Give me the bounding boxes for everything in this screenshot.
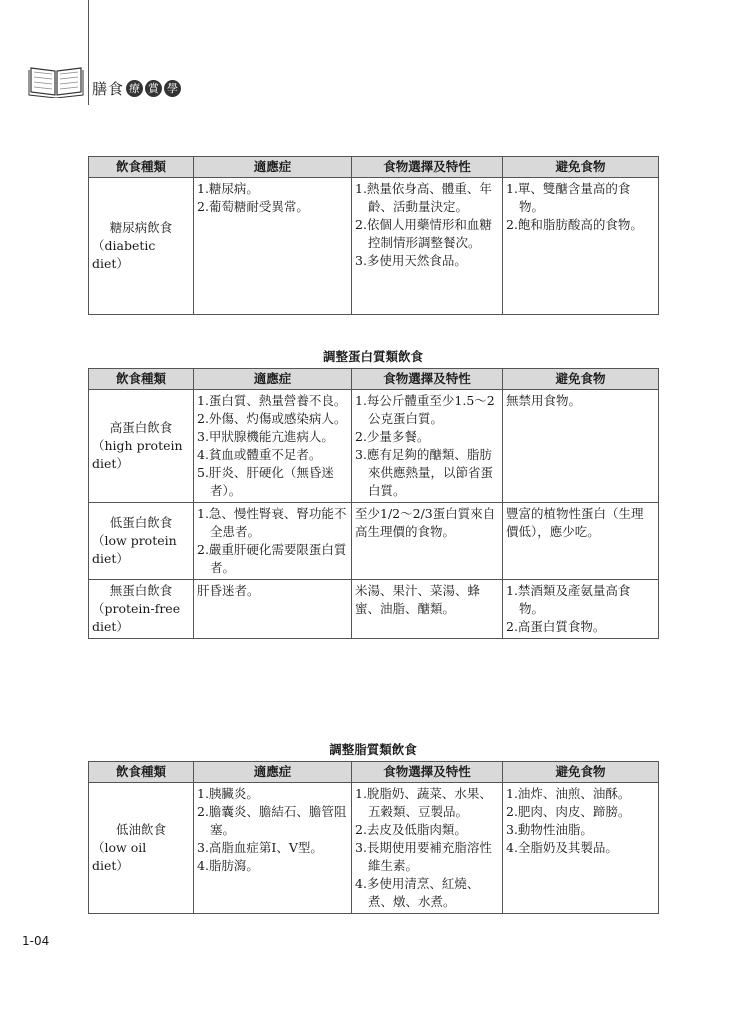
indications-cell (194, 390, 352, 503)
diet-type-english: （low protein (92, 533, 177, 548)
list-item: 2.飽和脂肪酸高的食物。 (506, 217, 643, 232)
diet-type-cell (89, 503, 194, 580)
list-item: 3.動物性油脂。 (506, 822, 593, 837)
list-item: 2.葡萄糖耐受異常。 (197, 199, 309, 214)
diet-type-cell (89, 580, 194, 639)
diet-type-name: 高蛋白飲食 (109, 420, 173, 435)
food-choice-cell (352, 503, 503, 580)
column-header: 食物選擇及特性 (352, 157, 503, 178)
column-header: 飲食種類 (89, 762, 194, 783)
avoid-food-cell (503, 178, 659, 315)
protein-diet-table (88, 368, 659, 639)
open-book-icon (28, 62, 84, 98)
column-header: 適應症 (194, 369, 352, 390)
diet-type-name: 低蛋白飲食 (109, 515, 173, 530)
avoid-food-cell (503, 503, 659, 580)
table-header-row (89, 762, 659, 783)
table-row (89, 783, 659, 914)
header-badge: 賞 (145, 80, 162, 97)
diet-type-name: 無蛋白飲食 (109, 583, 173, 598)
protein-diet-section (88, 347, 658, 639)
avoid-food-cell (503, 390, 659, 503)
food-choice-cell (352, 783, 503, 914)
column-header: 飲食種類 (89, 369, 194, 390)
column-header: 避免食物 (503, 369, 659, 390)
list-item: 2.外傷、灼傷或感染病人。 (197, 411, 347, 426)
indications-cell (194, 783, 352, 914)
list-item: 2.少量多餐。 (355, 429, 430, 444)
diet-type-cell (89, 178, 194, 315)
diet-type-english: diet） (92, 256, 129, 271)
list-item: 4.貧血或體重不足者。 (197, 447, 322, 462)
diabetic-diet-table (88, 156, 659, 315)
list-item: 1.單、雙醣含量高的食物。 (506, 181, 631, 214)
fat-diet-section (88, 740, 658, 914)
column-header: 適應症 (194, 157, 352, 178)
list-item: 1.急、慢性腎衰、腎功能不全患者。 (197, 506, 347, 539)
list-item: 1.蛋白質、熱量營養不良。 (197, 393, 347, 408)
diabetic-diet-section (88, 156, 658, 315)
table-row (89, 503, 659, 580)
list-item: 1.每公斤體重至少1.5～2公克蛋白質。 (355, 393, 495, 426)
fat-diet-table (88, 761, 659, 914)
diet-type-english: diet） (92, 456, 129, 471)
list-item: 1.糖尿病。 (197, 181, 259, 196)
column-header: 避免食物 (503, 762, 659, 783)
diet-type-english: diet） (92, 858, 129, 873)
list-item: 3.多使用天然食品。 (355, 253, 467, 268)
list-item: 4.脂肪瀉。 (197, 858, 259, 873)
header-badge: 學 (164, 80, 181, 97)
indications-cell (194, 178, 352, 315)
page-number: 1-04 (22, 934, 50, 948)
diet-type-name: 糖尿病飲食 (109, 220, 173, 235)
list-item: 3.高脂血症第I、V型。 (197, 840, 323, 855)
indications-cell (194, 580, 352, 639)
food-choice-cell (352, 178, 503, 315)
list-item: 無禁用食物。 (506, 393, 582, 408)
list-item: 2.高蛋白質食物。 (506, 619, 606, 634)
indications-cell (194, 503, 352, 580)
column-header: 食物選擇及特性 (352, 369, 503, 390)
list-item: 米湯、果汁、菜湯、蜂蜜、油脂、醣類。 (355, 583, 481, 616)
food-choice-cell (352, 390, 503, 503)
list-item: 1.胰臟炎。 (197, 786, 259, 801)
list-item: 豐富的植物性蛋白（生理價低），應少吃。 (506, 506, 644, 539)
diet-type-cell (89, 783, 194, 914)
diet-type-english: diet） (92, 551, 129, 566)
list-item: 1.油炸、油煎、油酥。 (506, 786, 631, 801)
running-header (92, 78, 181, 99)
diet-type-name: 低油飲食 (115, 822, 166, 837)
column-header: 避免食物 (503, 157, 659, 178)
header-title: 膳食 (92, 80, 125, 98)
list-item: 2.肥肉、肉皮、蹄膀。 (506, 804, 631, 819)
list-item: 5.肝炎、肝硬化（無昏迷者）。 (197, 465, 334, 498)
list-item: 3.甲狀腺機能亢進病人。 (197, 429, 334, 444)
list-item: 2.嚴重肝硬化需要限蛋白質者。 (197, 542, 347, 575)
list-item: 1.脫脂奶、蔬菜、水果、五穀類、豆製品。 (355, 786, 492, 819)
table-header-row (89, 157, 659, 178)
table-row (89, 580, 659, 639)
diet-type-english: （protein-free (92, 601, 181, 616)
list-item: 至少1/2～2/3蛋白質來自高生理價的食物。 (355, 506, 496, 539)
list-item: 2.去皮及低脂肉類。 (355, 822, 467, 837)
column-header: 飲食種類 (89, 157, 194, 178)
diet-type-english: （diabetic (92, 238, 156, 253)
diet-type-english: diet） (92, 619, 129, 634)
list-item: 1.禁酒類及產氨量高食物。 (506, 583, 631, 616)
table-row (89, 178, 659, 315)
column-header: 食物選擇及特性 (352, 762, 503, 783)
header-divider (88, 0, 89, 105)
list-item: 2.依個人用藥情形和血糖控制情形調整餐次。 (355, 217, 492, 250)
avoid-food-cell (503, 580, 659, 639)
list-item: 1.熱量依身高、體重、年齡、活動量決定。 (355, 181, 492, 214)
list-item: 肝昏迷者。 (197, 583, 260, 598)
list-item: 3.應有足夠的醣類、脂肪來供應熱量，以節省蛋白質。 (355, 447, 494, 498)
section-caption: 調整蛋白質類飲食 (322, 349, 423, 364)
header-badge: 療 (126, 80, 143, 97)
section-caption: 調整脂質類飲食 (329, 742, 417, 757)
avoid-food-cell (503, 783, 659, 914)
list-item: 3.長期使用要補充脂溶性維生素。 (355, 840, 492, 873)
diet-type-english: （low oil (92, 840, 147, 855)
list-item: 2.膽囊炎、膽結石、膽管阻塞。 (197, 804, 347, 837)
table-header-row (89, 369, 659, 390)
diet-type-english: （high protein (92, 438, 183, 453)
column-header: 適應症 (194, 762, 352, 783)
table-row (89, 390, 659, 503)
food-choice-cell (352, 580, 503, 639)
list-item: 4.多使用清烹、紅燒、煮、燉、水煮。 (355, 876, 480, 909)
list-item: 4.全脂奶及其製品。 (506, 840, 618, 855)
diet-type-cell (89, 390, 194, 503)
